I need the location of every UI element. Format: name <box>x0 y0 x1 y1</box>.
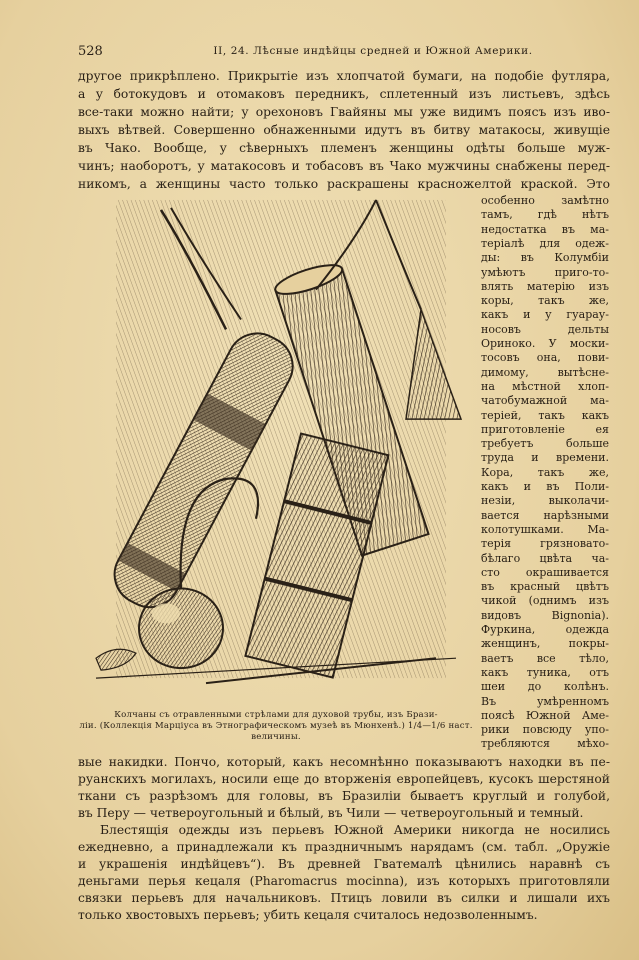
text-line: все-таки можно найти; у ореxоновъ Гвайяны мы уже видимъ поясъ изъ иво- <box>78 105 610 119</box>
column-line: Фуркина, одежда <box>481 623 609 636</box>
column-line: какъ и въ Поли- <box>481 480 609 493</box>
page-number: 528 <box>78 44 103 59</box>
column-line: недостатка въ ма- <box>481 222 609 236</box>
text-line: въ Чако. Вообще, у сѣверныхъ племенъ женщины одѣты больше муж- <box>78 141 610 155</box>
column-line: умѣютъ приго-то- <box>481 265 609 279</box>
column-line: какъ и у гуарау- <box>481 308 609 322</box>
column-line: носовъ дельты <box>481 322 609 336</box>
text-line: и украшенія индѣйцевъ“). Въ древней Гватемалѣ цѣнились наравнѣ съ <box>78 856 610 871</box>
running-title: II, 24. Лѣсные индѣйцы средней и Южной Америки. <box>213 45 533 57</box>
column-line: труда и времени. <box>481 451 609 465</box>
column-line: Ориноко. У моски- <box>481 337 609 350</box>
column-line: чикой (однимъ изъ <box>481 594 609 608</box>
text-line: другое прикрѣплено. Прикрытіе изъ хлопчатой бумаги, на подобіе футляра, <box>78 69 610 83</box>
text-line: только хвостовыхъ перьевъ; убить кецаля считалось недозволеннымъ. <box>78 907 538 922</box>
column-line: видовъ Bignonia). <box>481 608 609 622</box>
column-line: терія грязновато- <box>481 537 609 551</box>
quivers-engraving <box>76 190 473 708</box>
page-header <box>78 44 610 62</box>
column-line: на мѣстной хлоп- <box>481 379 609 393</box>
caption-line: величины. <box>251 732 301 742</box>
text-line: вые накидки. Пончо, который, какъ несомнѣнно показываютъ находки въ пе- <box>78 754 610 769</box>
column-line: тамъ, гдѣ нѣтъ <box>481 208 609 222</box>
column-line: Кора, такъ же, <box>481 465 609 479</box>
text-line: ткани съ разрѣзомъ для головы, въ Бразиліи бываетъ круглый и голубой, <box>78 788 610 803</box>
column-line: особенно замѣтно <box>481 194 609 207</box>
column-line: влять матерію изъ <box>481 279 609 293</box>
column-line: приготовленіе ея <box>481 422 609 436</box>
caption-line: ліи. (Коллекція Марціуса въ Этнографическомъ музеѣ въ Мюнхенѣ.) 1/4—1/6 наст. <box>79 721 473 731</box>
column-line: шеи до колѣнъ. <box>481 680 609 694</box>
column-line: въ красный цвѣтъ <box>481 580 609 594</box>
text-line: Блестящія одежды изъ перьевъ Южной Америки никогда не носились <box>100 822 610 837</box>
column-line: коры, такъ же, <box>481 294 609 308</box>
column-line: тосовъ она, пови- <box>481 351 609 365</box>
text-line: ежедневно, а принадлежали къ праздничнымъ нарядамъ (см. табл. „Оружіе <box>78 839 610 854</box>
text-line: чинъ; наоборотъ, у матакосовъ и тобасовъ въ Чако мужчины снабжены перед- <box>78 159 610 173</box>
column-line: поясѣ Южной Аме- <box>481 708 609 722</box>
text-line: выхъ вѣтвей. Совершенно обнаженными идутъ въ битву матакосы, живущіе <box>78 123 610 137</box>
text-line: въ Перу — четвероугольный и бѣлый, въ Чили — четвероугольный и темный. <box>78 805 584 820</box>
column-line: рики повсюду упо- <box>481 723 609 737</box>
column-line: чатобумажной ма- <box>481 394 609 408</box>
column-line: женщинъ, покры- <box>481 637 609 651</box>
column-line: ваетъ все тѣло, <box>481 651 609 665</box>
text-line: руанскихъ могилахъ, носили еще до вторженія европейцевъ, кусокъ шерстяной <box>78 771 610 786</box>
column-line: требуетъ больше <box>481 437 609 451</box>
column-line: теріалѣ для одеж- <box>481 236 609 250</box>
column-line: сто окрашивается <box>481 565 609 579</box>
column-line: колотушками. Ма- <box>481 522 609 536</box>
column-line: вается нарѣзными <box>481 508 609 522</box>
column-line: Въ умѣренномъ <box>481 694 609 708</box>
column-line: бѣлаго цвѣта ча- <box>481 551 609 565</box>
caption-line: Колчаны съ отравленными стрѣлами для духовой трубы, изъ Брази- <box>114 710 438 720</box>
column-line: ды: въ Колумбіи <box>481 251 609 265</box>
column-line: требляются мѣхо- <box>481 737 609 751</box>
text-line: деньгами перья кецаля (Pharomacrus mocinna), изъ которыхъ приготовляли <box>78 873 610 888</box>
text-line: а у ботокудовъ и отомаковъ передникъ, сплетенный изъ листьевъ, здѣсь <box>78 87 610 101</box>
text-line: никомъ, а женщины часто только раскрашены красножелтой краской. Это <box>78 177 610 191</box>
column-line: какъ туника, отъ <box>481 665 609 679</box>
figure-caption <box>70 710 482 743</box>
text-line: связки перьевъ для начальниковъ. Птицъ ловили въ силки и лишали ихъ <box>78 890 610 905</box>
illustration-quivers <box>76 190 473 708</box>
column-line: димому, вытѣсне- <box>481 365 609 379</box>
column-line: незіи, выколачи- <box>481 494 609 508</box>
column-line: теріей, такъ какъ <box>481 408 609 422</box>
